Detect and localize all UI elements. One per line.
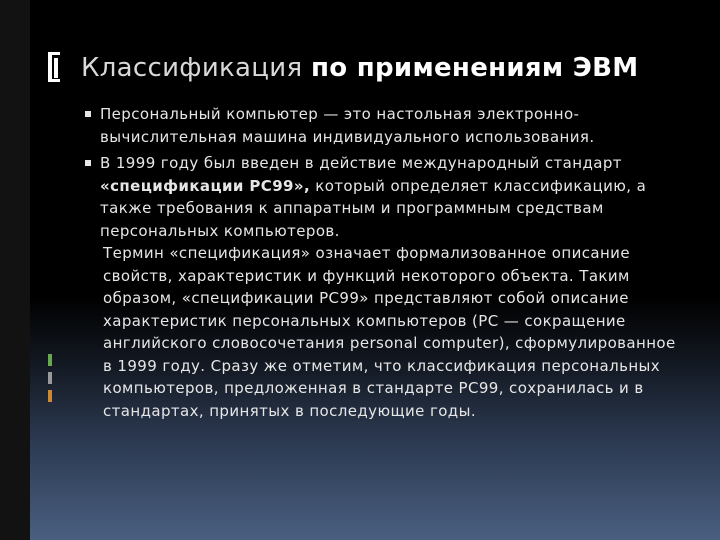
bullet-item-1 (84, 103, 684, 148)
title-accent-top (48, 52, 60, 55)
slide-title-bold: по применениям ЭВМ (310, 53, 639, 83)
slide-title-regular: Классификация (81, 53, 311, 83)
bullet-2-text-after: который определяет классификацию, а также требования к аппаратным и программным средствам персональных компьютеров. (100, 176, 647, 240)
slide-left-band (0, 0, 30, 540)
square-bullet-icon (85, 160, 91, 166)
bullet-2-text-before: В 1999 году был введен в действие международный стандарт (100, 154, 622, 172)
bullet-2-text-bold: «спецификации PC99», (100, 176, 311, 195)
body-continuation-text: Термин «спецификация» означает формализованное описание свойств, характеристик и функций некоторого объекта. Таким образом, «спецификации PC99» представляют собой описание характеристик персональных компьютеров (PC — сокращение английского словосочетания personal computer), сформулированное в 1999 году. Сразу же отметим, что классификация персональных компьютеров, предложенная в стандарте PC99, сохранилась и в стандартах, принятых в последующие годы. (103, 244, 676, 420)
title-accent-inner (54, 58, 58, 78)
bullet-1-text: Персональный компьютер — это настольная электронно-вычислительная машина индивидуального использования. (100, 105, 595, 146)
deco-marker-orange (48, 390, 52, 402)
slide-title (81, 50, 681, 86)
title-accent-bottom (48, 79, 60, 82)
title-accent-bar (48, 52, 52, 82)
deco-marker-gray (48, 372, 52, 384)
bullet-item-2 (84, 152, 684, 422)
square-bullet-icon (85, 111, 91, 117)
slide-body (84, 103, 684, 426)
deco-marker-green (48, 354, 52, 366)
